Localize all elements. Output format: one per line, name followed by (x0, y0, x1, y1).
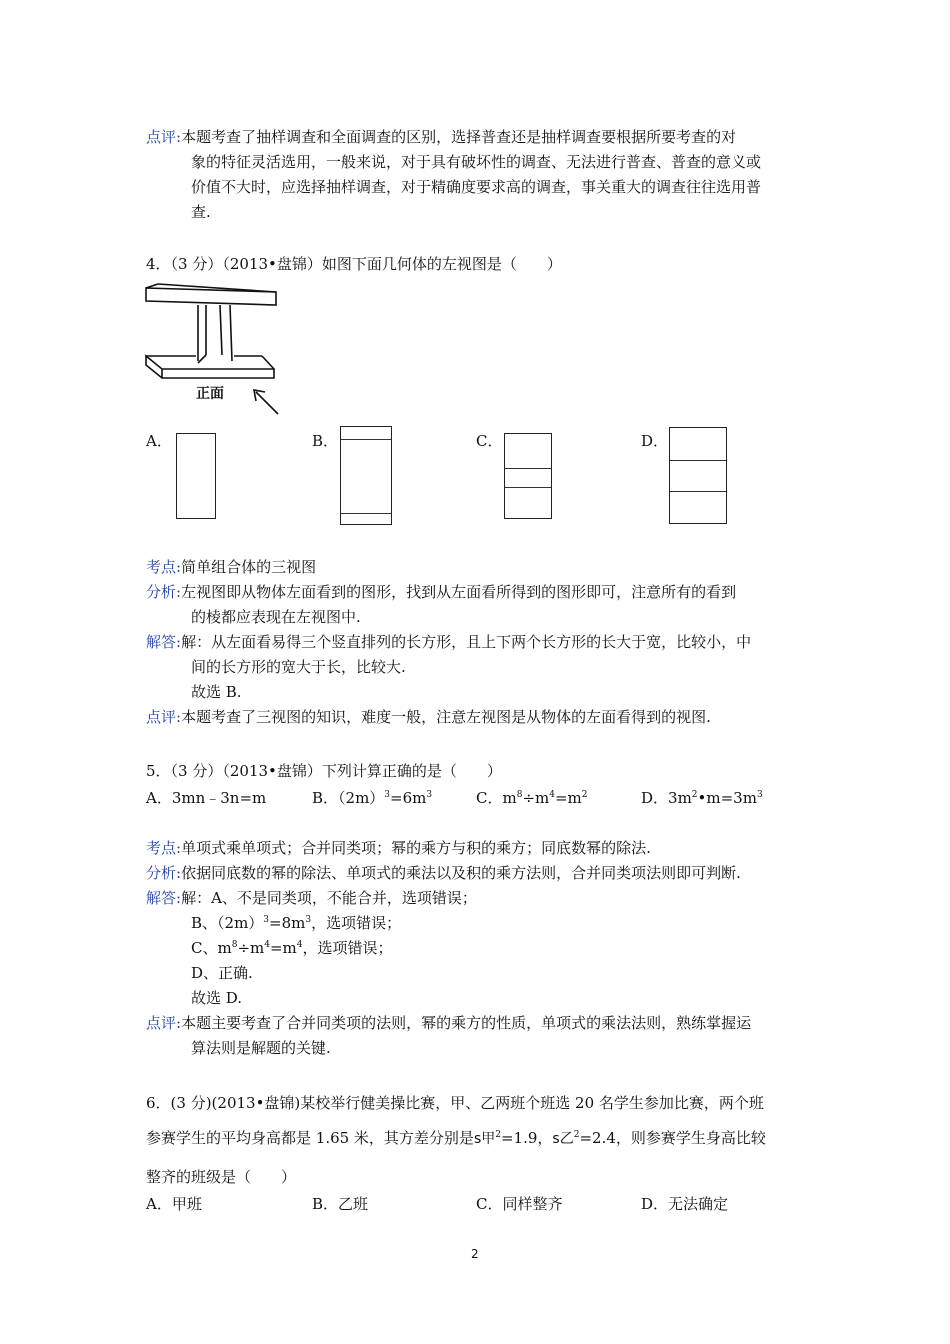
figure-caption: 正面 (196, 386, 224, 402)
q4-option-d-figure (669, 427, 727, 524)
dianping-line: 算法则是解题的关键. (191, 1039, 331, 1057)
kaodian-label: 考点: (146, 839, 182, 857)
q5-option-c: C．$m^8\div m^4=m^2$ (476, 789, 588, 807)
q4-option-a-label: A． (146, 432, 172, 450)
jieda-line: 故选 D. (191, 989, 243, 1007)
q5-option-b: B．$(2m)^3=6m^3$ (312, 789, 433, 807)
review-line: 价值不大时，应选择抽样调查，对于精确度要求高的调查，事关重大的调查往往选用普 (191, 178, 762, 196)
review-line: 象的特征灵活选用，一般来说，对于具有破坏性的调查、无法进行普查、普查的意义或 (191, 153, 762, 171)
fenxi-line: 左视图即从物体左面看到的图形，找到从左面看所得到的图形即可，注意所有的看到 (181, 583, 737, 601)
fenxi-line: 的棱都应表现在左视图中. (191, 608, 361, 626)
review-q3 (146, 125, 810, 225)
q6-option-d: D．无法确定 (641, 1195, 729, 1213)
variance-jia: s甲 (473, 1131, 496, 1147)
jieda-line: 间的长方形的宽大于长，比较大. (191, 658, 406, 676)
figure-bottom-slab (146, 356, 274, 378)
fenxi-text: 依据同底数的幂的除法、单项式的乘法以及积的乘方法则，合并同类项法则即可判断. (181, 864, 741, 882)
kaodian-text: 单项式乘单项式；合并同类项；幂的乘方与积的乘方；同底数幂的除法. (181, 839, 651, 857)
jieda-line: 解：从左面看易得三个竖直排列的长方形，且上下两个长方形的长大于宽，比较小，中 (181, 633, 752, 651)
jieda-line: 故选 B. (191, 683, 242, 701)
dianping-label: 点评: (146, 1014, 182, 1032)
dianping-line: 本题主要考查了合并同类项的法则，幂的乘方的性质，单项式的乘法法则，熟练掌握运 (181, 1014, 752, 1032)
kaodian-label: 考点: (146, 558, 182, 576)
q6-line3: 整齐的班级是（ ） (146, 1168, 297, 1186)
dianping-label: 点评: (146, 708, 182, 726)
jieda-label: 解答: (146, 633, 182, 651)
review-line: 本题考查了抽样调查和全面调查的区别，选择普查还是抽样调查要根据所要考查的对 (181, 128, 737, 146)
q4-option-c-figure (504, 433, 552, 519)
view-arrow (256, 392, 278, 414)
q4-option-b-label: B． (312, 432, 339, 450)
q5-stem: 5．（3 分）（2013•盘锦）下列计算正确的是（ ） (146, 762, 502, 780)
jieda-line: C、$m^8\div m^4=m^4$，选项错误； (191, 939, 393, 957)
review-label: 点评: (146, 128, 182, 146)
q4-option-b-figure (340, 426, 392, 525)
q4-option-d-label: D． (641, 432, 669, 450)
q4-stem: 4．（3 分）（2013•盘锦）如图下面几何体的左视图是（ ） (146, 255, 562, 273)
q5-analysis (146, 836, 810, 1061)
q6-option-a: A．甲班 (146, 1195, 202, 1213)
q6-line2: 参赛学生的平均身高都是 1.65 米，其方差分别是s甲$^2$=1.9，s乙$^2$=2.4，则参赛学生身高比较 (146, 1129, 766, 1147)
fenxi-label: 分析: (146, 583, 182, 601)
q4-option-a-figure (176, 433, 216, 519)
q5-option-a: A．3mn﹣3n=m (146, 789, 267, 807)
q6-line1: 6．(3 分)(2013•盘锦)某校举行健美操比赛，甲、乙两班个班选 20 名学生参加比赛，两个班 (146, 1094, 764, 1112)
page-number: 2 (471, 1247, 479, 1261)
jieda-label: 解答: (146, 889, 182, 907)
jieda-line: D、正确. (191, 964, 253, 982)
q5-option-d: D．$3m^2•m=3m^3$ (641, 789, 763, 807)
q6-option-c: C．同样整齐 (476, 1195, 563, 1213)
jieda-line: 解：A、不是同类项，不能合并，选项错误； (181, 889, 477, 907)
jieda-line: B、$(2m)^3=8m^3$，选项错误； (191, 914, 402, 932)
kaodian-text: 简单组合体的三视图 (181, 558, 317, 576)
q4-analysis (146, 555, 810, 730)
fenxi-label: 分析: (146, 864, 182, 882)
review-line: 查. (191, 203, 211, 221)
dianping-text: 本题考查了三视图的知识，难度一般，注意左视图是从物体的左面看得到的视图. (181, 708, 711, 726)
q4-option-c-label: C． (476, 432, 503, 450)
variance-yi: s乙 (552, 1131, 574, 1147)
q6-option-b: B．乙班 (312, 1195, 369, 1213)
